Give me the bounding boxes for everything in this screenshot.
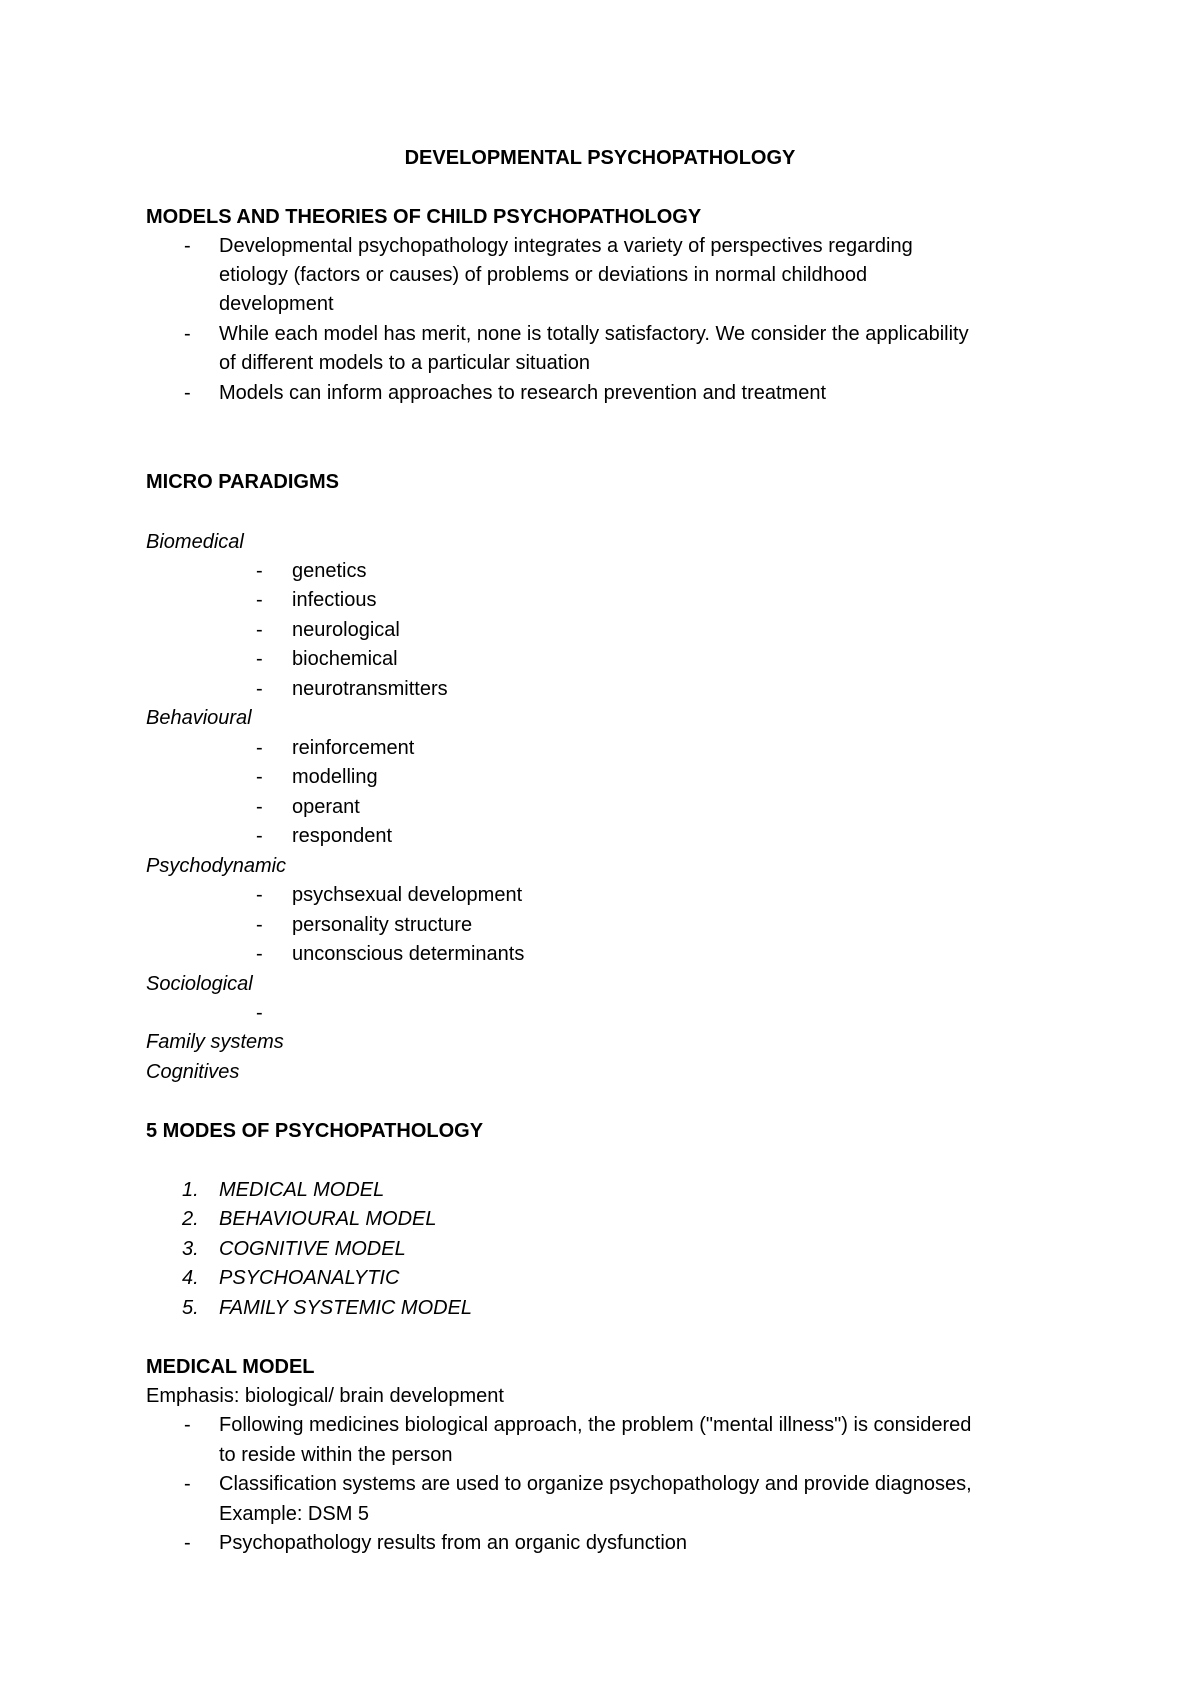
document-title: DEVELOPMENTAL PSYCHOPATHOLOGY: [404, 147, 796, 169]
models-bullet-2-line-1: While each model has merit, none is totally satisfactory. We consider the applicability: [219, 323, 969, 345]
models-bullet-1-line-1: Developmental psychopathology integrates a variety of perspectives regarding: [219, 235, 913, 257]
list-number: 3.: [182, 1238, 199, 1260]
models-bullet-1-line-3: development: [219, 293, 334, 315]
biomedical-item: biochemical: [292, 648, 398, 670]
list-number: 1.: [182, 1179, 199, 1201]
psychodynamic-item: personality structure: [292, 914, 473, 936]
section-heading-models: MODELS AND THEORIES OF CHILD PSYCHOPATHOLOGY: [146, 206, 702, 228]
mode-item: BEHAVIOURAL MODEL: [219, 1208, 437, 1230]
paradigm-label-family-systems: Family systems: [146, 1031, 284, 1053]
paradigm-label-sociological: Sociological: [146, 973, 253, 995]
medical-emphasis: Emphasis: biological/ brain development: [146, 1385, 504, 1407]
biomedical-item: genetics: [292, 560, 367, 582]
bullet-marker: -: [256, 914, 263, 936]
bullet-marker: -: [256, 619, 263, 641]
paradigm-label-behavioural: Behavioural: [146, 707, 252, 729]
behavioural-item: reinforcement: [292, 737, 415, 759]
bullet-marker: -: [256, 589, 263, 611]
bullet-marker: -: [256, 737, 263, 759]
section-heading-micro-paradigms: MICRO PARADIGMS: [146, 471, 339, 493]
section-heading-medical-model: MEDICAL MODEL: [146, 1356, 315, 1378]
bullet-marker: -: [256, 560, 263, 582]
behavioural-item: modelling: [292, 766, 378, 788]
medical-bullet-2-line-1: Classification systems are used to organize psychopathology and provide diagnoses,: [219, 1473, 972, 1495]
psychodynamic-item: unconscious determinants: [292, 943, 525, 965]
paradigm-label-psychodynamic: Psychodynamic: [146, 855, 287, 877]
behavioural-item: respondent: [292, 825, 393, 847]
biomedical-item: neurotransmitters: [292, 678, 448, 700]
bullet-marker: -: [256, 1002, 263, 1024]
bullet-marker: -: [184, 1532, 191, 1554]
bullet-marker: -: [184, 382, 191, 404]
bullet-marker: -: [256, 648, 263, 670]
bullet-marker: -: [256, 796, 263, 818]
medical-bullet-1-line-1: Following medicines biological approach, the problem ("mental illness") is considered: [219, 1414, 972, 1436]
bullet-marker: -: [256, 678, 263, 700]
list-number: 4.: [182, 1267, 199, 1289]
bullet-marker: -: [184, 323, 191, 345]
mode-item: FAMILY SYSTEMIC MODEL: [219, 1297, 473, 1319]
mode-item: COGNITIVE MODEL: [219, 1238, 406, 1260]
bullet-marker: -: [256, 825, 263, 847]
mode-item: PSYCHOANALYTIC: [219, 1267, 400, 1289]
bullet-marker: -: [256, 943, 263, 965]
bullet-marker: -: [184, 235, 191, 257]
models-bullet-3-line-1: Models can inform approaches to research prevention and treatment: [219, 382, 827, 404]
mode-item: MEDICAL MODEL: [219, 1179, 385, 1201]
models-bullet-2-line-2: of different models to a particular situation: [219, 352, 590, 374]
bullet-marker: -: [184, 1414, 191, 1436]
bullet-marker: -: [256, 766, 263, 788]
behavioural-item: operant: [292, 796, 360, 818]
list-number: 2.: [182, 1208, 199, 1230]
medical-bullet-2-line-2: Example: DSM 5: [219, 1503, 370, 1525]
section-heading-five-modes: 5 MODES OF PSYCHOPATHOLOGY: [146, 1120, 484, 1142]
models-bullet-1-line-2: etiology (factors or causes) of problems or deviations in normal childhood: [219, 264, 868, 286]
biomedical-item: infectious: [292, 589, 377, 611]
list-number: 5.: [182, 1297, 199, 1319]
paradigm-label-biomedical: Biomedical: [146, 531, 244, 553]
bullet-marker: -: [184, 1473, 191, 1495]
medical-bullet-3-line-1: Psychopathology results from an organic dysfunction: [219, 1532, 688, 1554]
psychodynamic-item: psychsexual development: [292, 884, 523, 906]
biomedical-item: neurological: [292, 619, 400, 641]
paradigm-label-cognitives: Cognitives: [146, 1061, 240, 1083]
medical-bullet-1-line-2: to reside within the person: [219, 1444, 453, 1466]
bullet-marker: -: [256, 884, 263, 906]
